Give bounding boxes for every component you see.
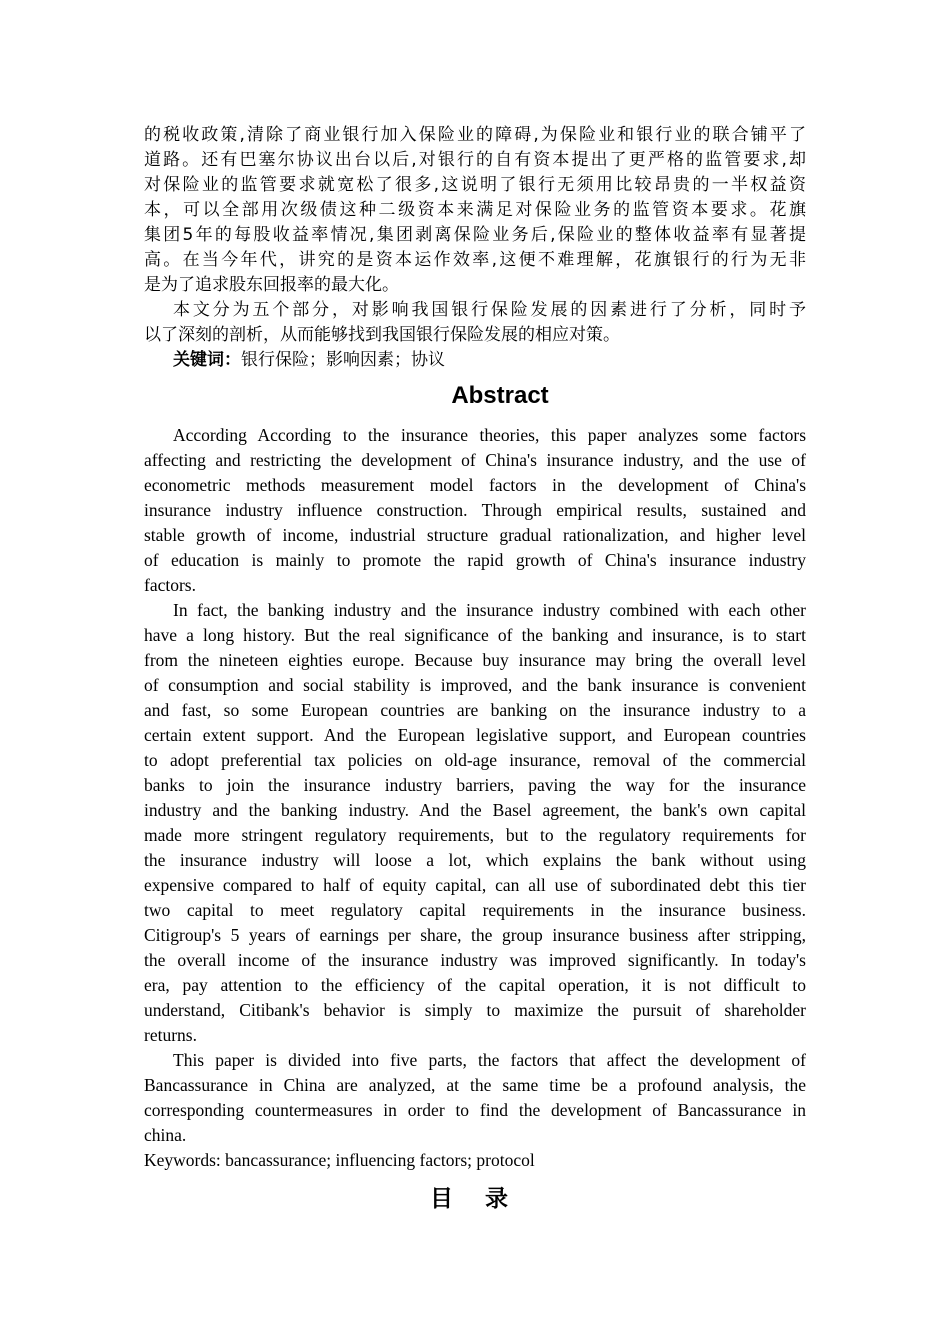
paragraph-line: econometric methods measurement model factors in the development of China's [144, 475, 806, 495]
english-abstract [144, 423, 806, 1173]
paragraph-line: understand, Citibank's behavior is simply to maximize the pursuit of shareholder [144, 1000, 806, 1020]
paragraph-line: affecting and restricting the development of China's insurance industry, and the use of [144, 450, 806, 470]
paragraph-line: In fact, the banking industry and the insurance industry combined with each other [173, 600, 806, 620]
paragraph-line: This paper is divided into five parts, the factors that affect the development of [173, 1050, 806, 1070]
paragraph-line: 对保险业的监管要求就宽松了很多,这说明了银行无须用比较昂贵的一半权益资 [144, 175, 806, 195]
paragraph-line: era, pay attention to the efficiency of the capital operation, it is not difficult to [144, 975, 806, 995]
paragraph-line: 本，可以全部用次级债这种二级资本来满足对保险业务的监管资本要求。花旗 [144, 200, 806, 220]
paragraph-line: from the nineteen eighties europe. Because buy insurance may bring the overall level [144, 650, 806, 670]
paragraph-line: have a long history. But the real significance of the banking and insurance, is to start [144, 625, 806, 645]
paragraph-line: 的税收政策,清除了商业银行加入保险业的障碍,为保险业和银行业的联合铺平了 [144, 125, 806, 145]
keywords-value: 银行保险；影响因素；协议 [241, 350, 445, 370]
paragraph-line: expensive compared to half of equity capital, can all use of subordinated debt this tier [144, 875, 806, 895]
paragraph-line: 以了深刻的剖析，从而能够找到我国银行保险发展的相应对策。 [144, 325, 620, 345]
paragraph-line: Bancassurance in China are analyzed, at the same time be a profound analysis, the [144, 1075, 806, 1095]
paragraph-line: two capital to meet regulatory capital requirements in the insurance business. [144, 900, 806, 920]
paragraph-line: 高。在当今年代，讲究的是资本运作效率,这便不难理解，花旗银行的行为无非 [144, 250, 806, 270]
paragraph-line: According According to the insurance theories, this paper analyzes some factors [173, 425, 806, 445]
paragraph-line: banks to join the insurance industry barriers, paving the way for the insurance [144, 775, 806, 795]
paragraph-line: factors. [144, 575, 196, 595]
paragraph-line: industry and the banking industry. And the Basel agreement, the bank's own capital [144, 800, 806, 820]
paragraph-line: of education is mainly to promote the rapid growth of China's insurance industry [144, 550, 806, 570]
paragraph-line: 集团5年的每股收益率情况,集团剥离保险业务后,保险业的整体收益率有显著提 [144, 225, 806, 245]
paragraph-line: the overall income of the insurance industry was improved significantly. In today's [144, 950, 806, 970]
table-of-contents-heading: 目 录 [429, 1186, 520, 1212]
paragraph-line: 是为了追求股东回报率的最大化。 [144, 275, 399, 295]
paragraph-line: china. [144, 1125, 187, 1145]
paragraph-line: stable growth of income, industrial structure gradual rationalization, and higher level [144, 525, 806, 545]
paragraph-line: returns. [144, 1025, 197, 1045]
paragraph-line: insurance industry influence construction. Through empirical results, sustained and [144, 500, 806, 520]
paragraph-line: Keywords: bancassurance; influencing factors; protocol [144, 1150, 535, 1170]
paragraph-line: certain extent support. And the European legislative support, and European countries [144, 725, 806, 745]
paragraph-line: the insurance industry will loose a lot, which explains the bank without using [144, 850, 806, 870]
keywords-label: 关键词： [173, 350, 241, 370]
chinese-abstract [144, 123, 806, 373]
paragraph-line: to adopt preferential tax policies on old-age insurance, removal of the commercial [144, 750, 806, 770]
paragraph-line: of consumption and social stability is improved, and the bank insurance is convenient [144, 675, 806, 695]
paragraph-line: corresponding countermeasures in order to find the development of Bancassurance in [144, 1100, 806, 1120]
paragraph-line: 道路。还有巴塞尔协议出台以后,对银行的自有资本提出了更严格的监管要求,却 [144, 150, 806, 170]
paragraph-line: Citigroup's 5 years of earnings per share, the group insurance business after stripping, [144, 925, 806, 945]
abstract-heading: Abstract [451, 382, 549, 409]
paragraph-line: made more stringent regulatory requirements, but to the regulatory requirements for [144, 825, 806, 845]
paragraph-line: and fast, so some European countries are banking on the insurance industry to a [144, 700, 806, 720]
paragraph-line: 本文分为五个部分，对影响我国银行保险发展的因素进行了分析，同时予 [173, 300, 806, 320]
keywords-line [144, 348, 806, 373]
